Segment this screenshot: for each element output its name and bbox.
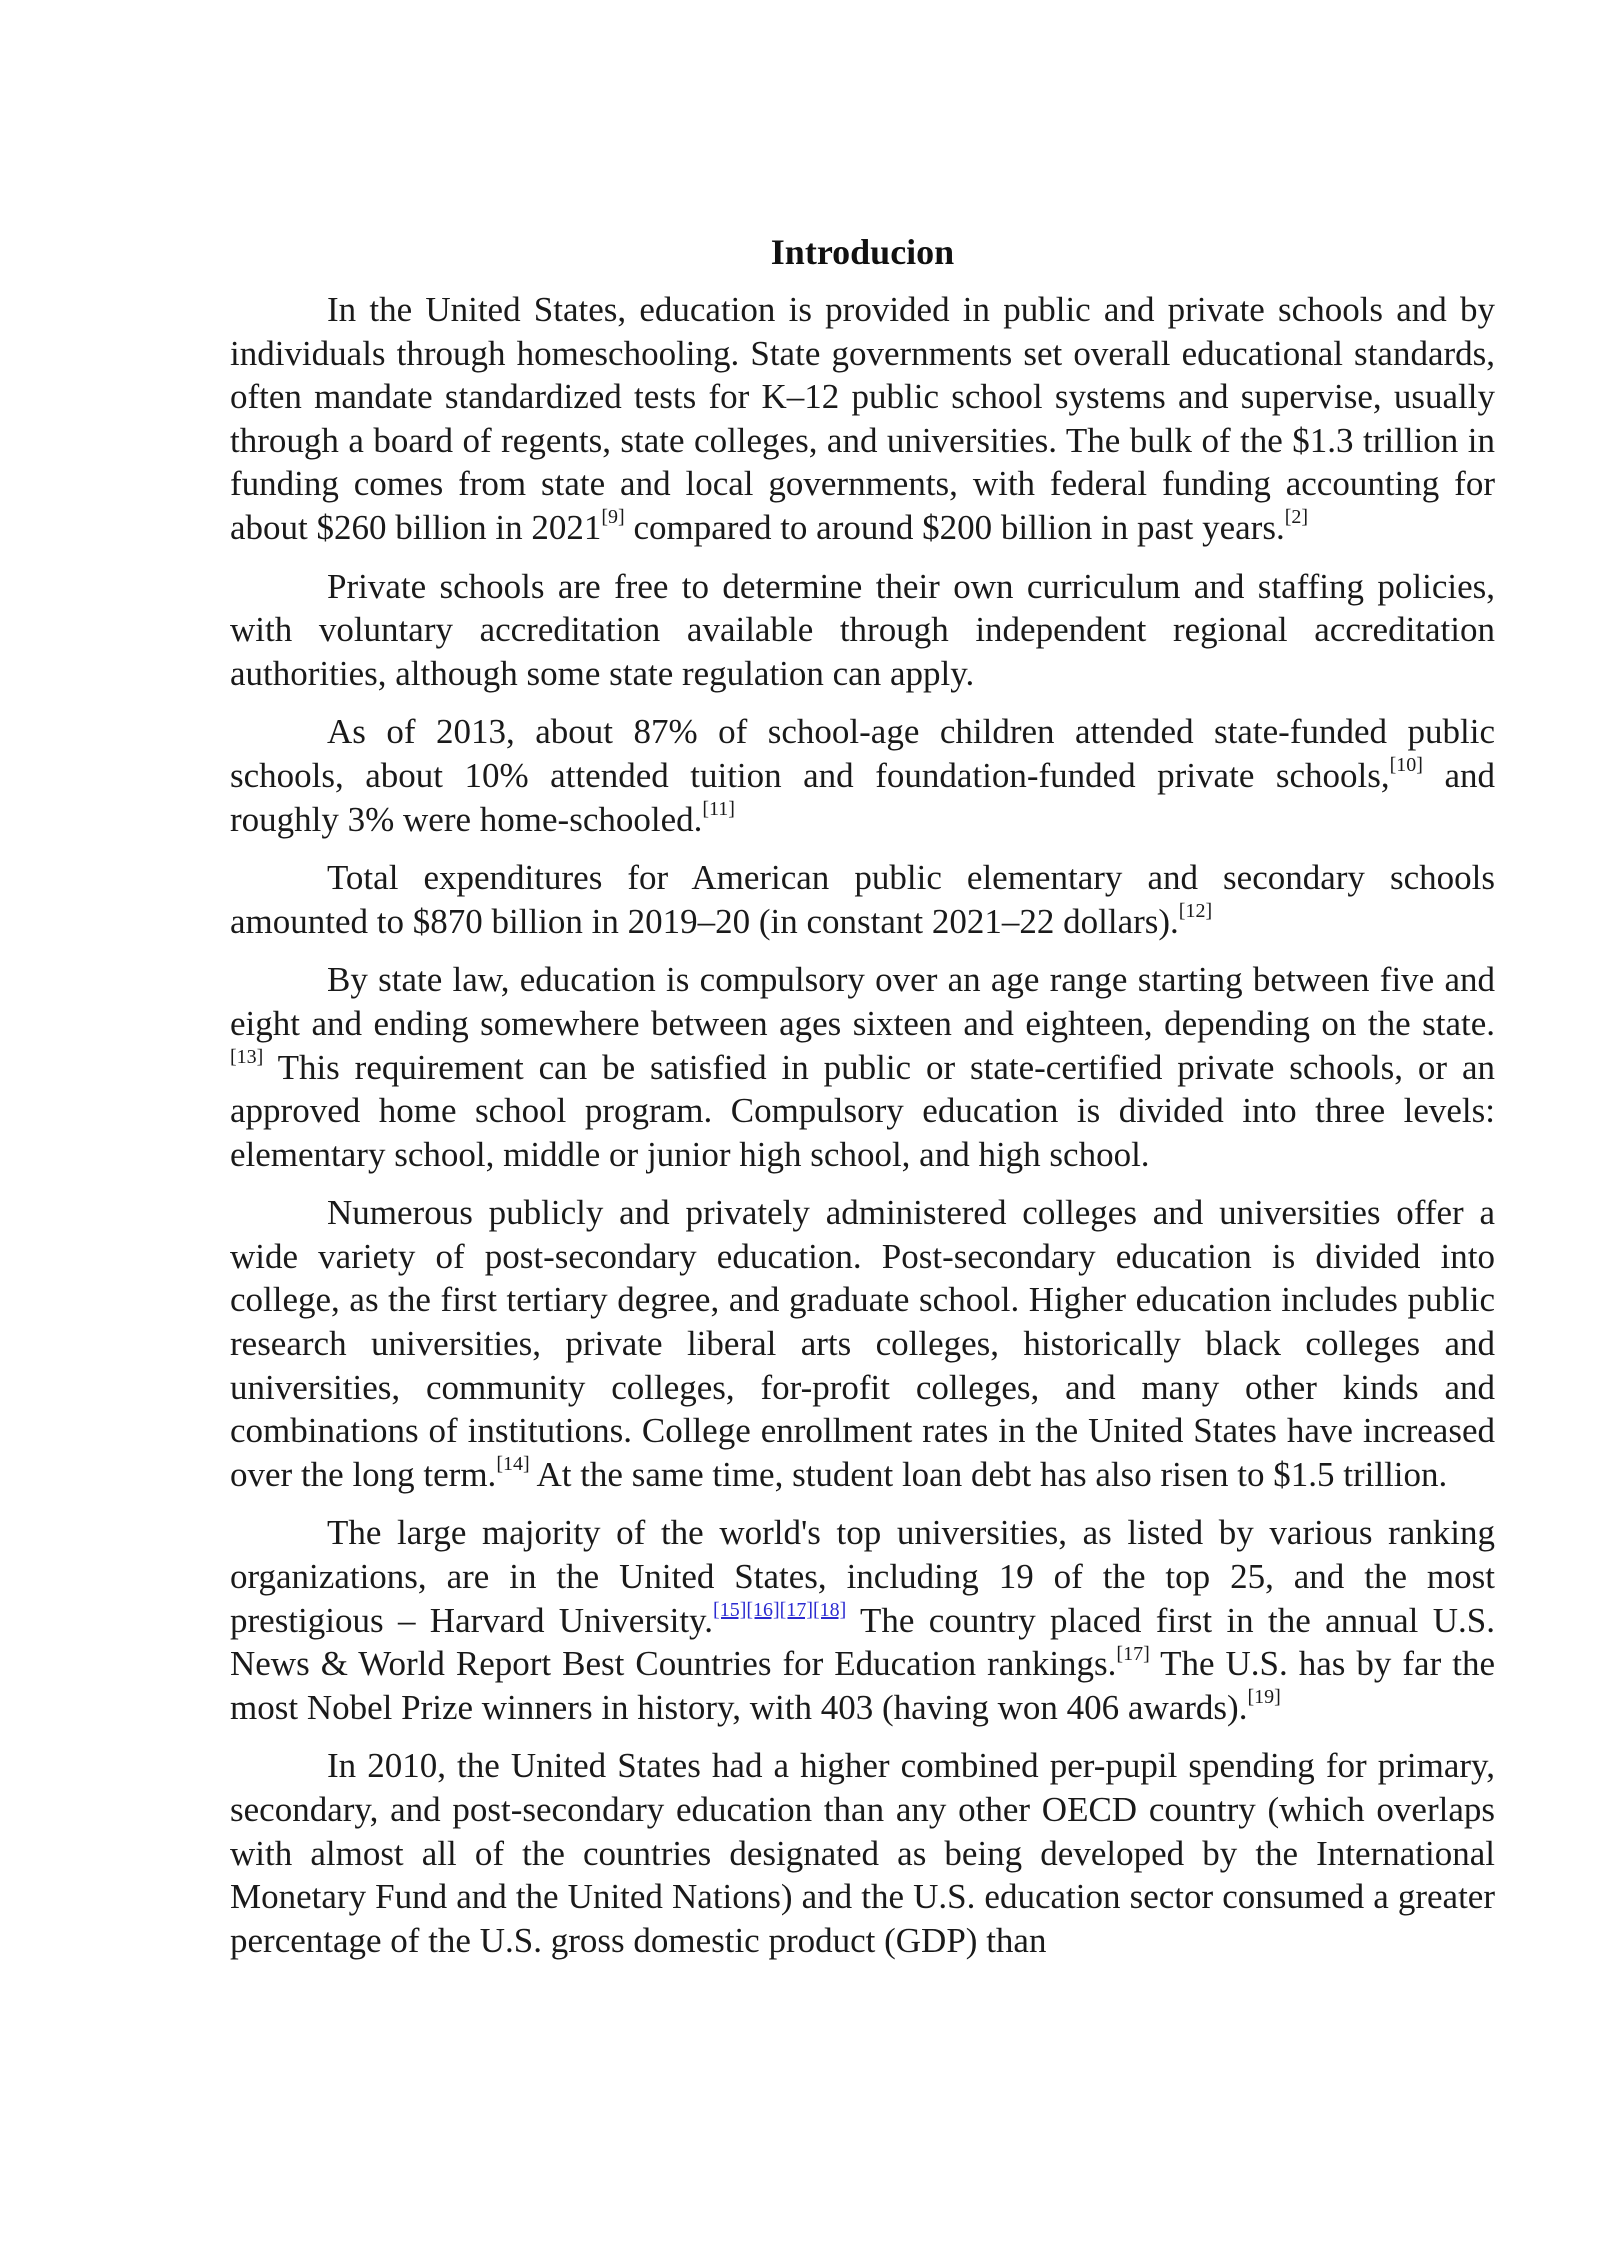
body-paragraph (230, 710, 1495, 841)
body-paragraph (230, 1511, 1495, 1729)
citation-reference: [17] (1116, 1642, 1150, 1665)
citation-reference: [11] (702, 797, 735, 820)
paragraph-text: At the same time, student loan debt has also risen to $1.5 trillion. (529, 1454, 1448, 1494)
citation-reference: [10] (1389, 754, 1423, 777)
paragraph-text: This requirement can be satisfied in public or state-certified private schools, or an approved home school program. Compulsory education is divided into three levels: elementary school, middle or junior high school, and high school. (230, 1047, 1495, 1174)
paragraph-text: By state law, education is compulsory over an age range starting between five and eight and ending somewhere between ages sixteen and eighteen, depending on the state. (230, 960, 1495, 1043)
body-paragraph (230, 856, 1495, 943)
paragraph-text: Private schools are free to determine their own curriculum and staffing policies, with voluntary accreditation available through independent regional accreditation authorities, although some state regulation can apply. (230, 566, 1495, 693)
body-paragraph (230, 1744, 1495, 1962)
body-paragraph (230, 958, 1495, 1176)
body-paragraph (230, 565, 1495, 696)
citation-reference: [14] (496, 1453, 530, 1476)
paragraph-text: The large majority of the world's top universities, as listed by various ranking organizations, are in the United States, including 19 of the top 25, and the most prestigious – Harvard University. (230, 1513, 1495, 1640)
citation-reference: [9] (601, 506, 625, 529)
paragraph-text: As of 2013, about 87% of school-age children attended state-funded public schools, about 10% attended tuition and foundation-funded private schools, (230, 712, 1495, 795)
paragraph-text: compared to around $200 billion in past years. (624, 507, 1285, 547)
paragraph-text: In the United States, education is provided in public and private schools and by individuals through homeschooling. State governments set overall educational standards, often mandate standardized tests for K–12 public school systems and supervise, usually through a board of regents, state colleges, and universities. The bulk of the $1.3 trillion in funding comes from state and local governments, with federal funding accounting for about $260 billion in 2021 (230, 290, 1495, 547)
citation-reference: [2] (1284, 506, 1309, 529)
paragraph-text: The U.S. has by far the most Nobel Prize winners in history, with 403 (having won 406 awards). (230, 1644, 1495, 1727)
citation-reference: [19] (1247, 1686, 1281, 1709)
document-body (230, 230, 1495, 1977)
body-paragraph (230, 288, 1495, 550)
paragraph-text: Total expenditures for American public elementary and secondary schools amounted to $870 billion in 2019–20 (in constant 2021–22 dollars). (230, 858, 1495, 941)
paragraph-text: The country placed first in the annual U.S. News & World Report Best Countries for Education rankings. (230, 1600, 1495, 1684)
paragraph-text: Numerous publicly and privately administered colleges and universities offer a wide variety of post-secondary education. Post-secondary education is divided into college, as the first tertiary degree, and graduate school. Higher education includes public research universities, private liberal arts colleges, historically black colleges and universities, community colleges, for-profit colleges, and many other kinds and combinations of institutions. College enrollment rates in the United States have increased over the long term. (230, 1193, 1495, 1494)
body-paragraph (230, 1191, 1495, 1496)
paragraph-text: In 2010, the United States had a higher combined per-pupil spending for primary, secondary, and post-secondary education than any other OECD country (which overlaps with almost all of the countries designated as being developed by the International Monetary Fund and the United Nations) and the U.S. education sector consumed a greater percentage of the U.S. gross domestic product (GDP) than (230, 1746, 1495, 1960)
citation-reference[interactable]: [15][16][17][18] (713, 1598, 847, 1621)
citation-reference: [12] (1178, 900, 1213, 923)
citation-reference: [13] (230, 1045, 264, 1068)
page-title: Introducion (770, 232, 955, 272)
paragraph-list (230, 288, 1495, 1962)
paragraph-text: and roughly 3% were home-schooled. (230, 755, 1495, 839)
